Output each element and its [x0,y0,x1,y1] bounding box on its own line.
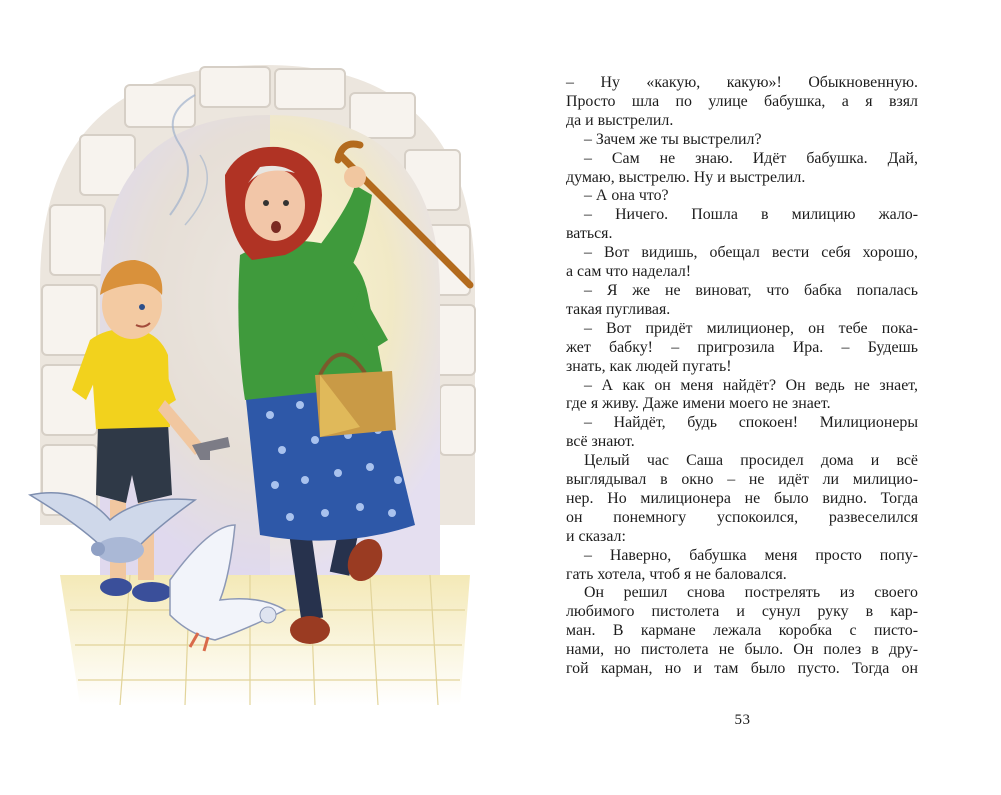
text-line: – Зачем же ты выстрелил? [584,130,762,148]
text-line: – Ничего. Пошла в милицию жало- [584,206,918,224]
text-line: – Ну «какую, какую»! Обыкновенную. [566,74,918,91]
text-line: всё знают. [566,433,635,451]
text-line: он понемногу успокоился, развеселился [566,508,918,526]
page-text [566,74,918,679]
text-line: – Я же не виноват, что бабка попалась [584,281,918,299]
text-line: – Найдёт, будь спокоен! Милиционеры [584,414,918,432]
text-line: выглядывал в окно – не идёт ли милицио- [566,471,918,489]
text-line: ман. В кармане лежала коробка с писто- [566,622,918,640]
text-line: гой карман, но и там было пусто. Тогда он [566,660,918,678]
text-line: любимого пистолета и сунул руку в кар- [566,603,918,621]
text-line: – А она что? [584,187,669,205]
text-line: – Сам не знаю. Идёт бабушка. Дай, [584,149,918,167]
text-line: где я живу. Даже имени моего не знает. [566,395,831,413]
text-line: думаю, выстрелю. Ну и выстрелил. [566,168,806,186]
text-line: и сказал: [566,527,626,545]
text-line: ваться. [566,225,613,243]
text-line: нер. Но милиционера не было видно. Тогда [566,489,918,507]
text-line: такая пугливая. [566,300,671,318]
text-line: – Вот придёт милиционер, он тебе пока- [584,319,918,337]
text-line: нами, но пистолета не было. Он полез в дру- [566,641,918,659]
text-line: Просто шла по улице бабушка, а я взял [566,92,918,110]
text-line: знать, как людей пугать! [566,357,732,375]
text-line: Он решил снова пострелять из своего [584,584,918,602]
text-line: да и выстрелил. [566,111,674,129]
text-line: жет бабку! – пригрозила Ира. – Будешь [566,338,918,356]
text-line: – А как он меня найдёт? Он ведь не знает, [584,376,918,394]
text-line: – Наверно, бабушка меня просто попу- [584,546,918,564]
text-line: а сам что наделал! [566,263,692,281]
text-line: – Вот видишь, обещал вести себя хорошо, [584,244,918,262]
text-line: гать хотела, чтоб я не баловался. [566,565,787,583]
illustration-grandma-boy-pigeons-icon [20,55,490,705]
text-line: Целый час Саша просидел дома и всё [584,452,918,470]
illustration [20,55,490,705]
page-number: 53 [734,712,751,728]
